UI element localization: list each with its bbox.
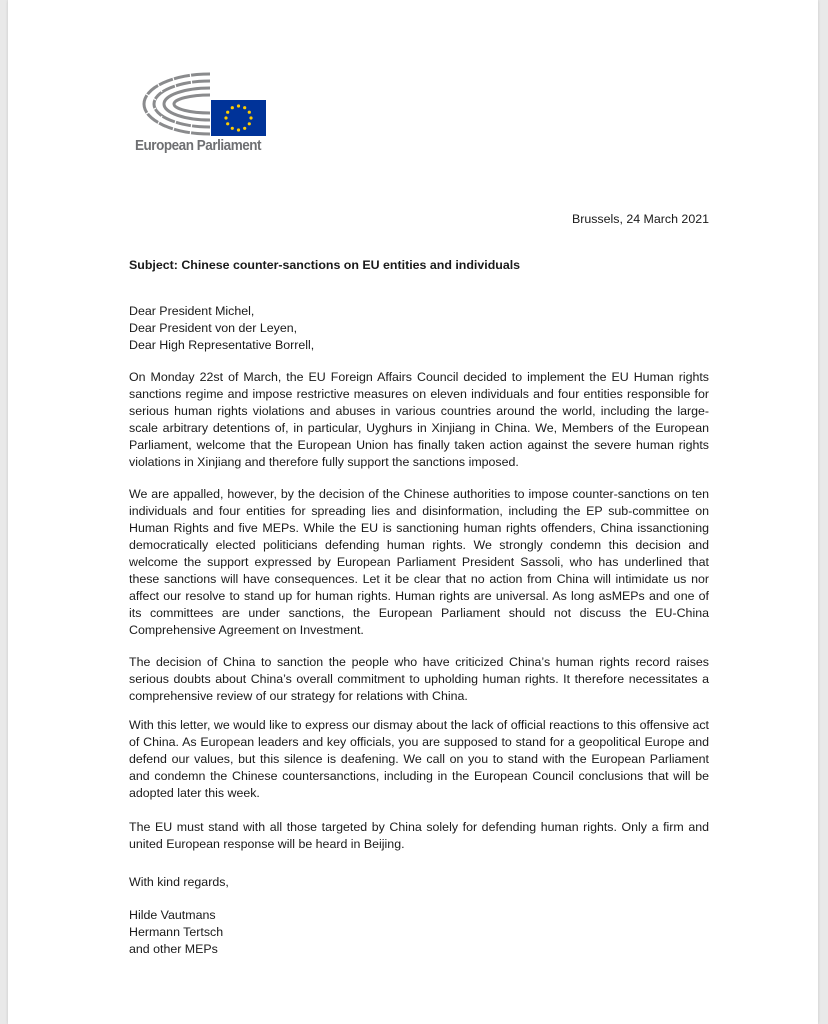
- signatory-name: and other MEPs: [129, 942, 218, 956]
- european-parliament-logo: [134, 70, 274, 160]
- body-paragraph: We are appalled, however, by the decision of the Chinese authorities to impose counter-sanctions on ten individuals and four entities for spreading lies and disinformation, including the EP sub-committee on Human Rights and five MEPs. While the EU is sanctioning human rights offenders, China issanctioning democratically elected politicians defending human rights. We strongly condemn this decision and welcome the support expressed by European Parliament President Sassoli, who has underlined that these sanctions will have consequences. Let it be clear that no action from China will intimidate us nor affect our resolve to stand up for human rights. Human rights are universal. As long asMEPs and one of its committees are under sanctions, the European Parliament should not discuss the EU-China Comprehensive Agreement on Investment.: [129, 487, 709, 637]
- body-paragraph: With this letter, we would like to express our dismay about the lack of official reactions to this offensive act of China. As European leaders and key officials, you are supposed to stand for a geopolitical Europe and defend our values, but this silence is deafening. We call on you to stand with the European Parliament and condemn the Chinese countersanctions, including in the European Council conclusions that will be adopted later this week.: [129, 718, 709, 800]
- salutation-line: Dear President Michel,: [129, 304, 255, 318]
- signatory-name: Hilde Vautmans: [129, 908, 216, 922]
- signatory-name: Hermann Tertsch: [129, 925, 224, 939]
- closing-line: With kind regards,: [129, 875, 229, 889]
- subject-line: Subject: Chinese counter-sanctions on EU entities and individuals: [129, 258, 521, 272]
- date-line: Brussels, 24 March 2021: [571, 212, 709, 226]
- body-paragraph: The decision of China to sanction the people who have criticized China’s human rights record raises serious doubts about China’s overall commitment to upholding human rights. It therefore necessitates a comprehensive review of our strategy for relations with China.: [129, 655, 709, 703]
- salutations: [129, 303, 314, 354]
- letter-page: [8, 0, 818, 1024]
- organization-name: European Parliament: [135, 138, 262, 154]
- hemicycle-flag-emblem: [134, 70, 274, 140]
- salutation-line: Dear President von der Leyen,: [129, 321, 298, 335]
- signatories: [129, 907, 223, 958]
- salutation-line: Dear High Representative Borrell,: [129, 338, 315, 352]
- body-paragraph: On Monday 22st of March, the EU Foreign Affairs Council decided to implement the EU Human rights sanctions regime and impose restrictive measures on eleven individuals and four entities responsible for serious human rights violations and abuses in various countries around the world, including the large-scale arbitrary detentions of, in particular, Uyghurs in Xinjiang in China. We, Members of the European Parliament, welcome that the European Union has finally taken action against the severe human rights violations in Xinjiang and therefore fully support the sanctions imposed.: [129, 370, 709, 469]
- body-paragraph: The EU must stand with all those targeted by China solely for defending human rights. Only a firm and united European response will be heard in Beijing.: [129, 820, 709, 851]
